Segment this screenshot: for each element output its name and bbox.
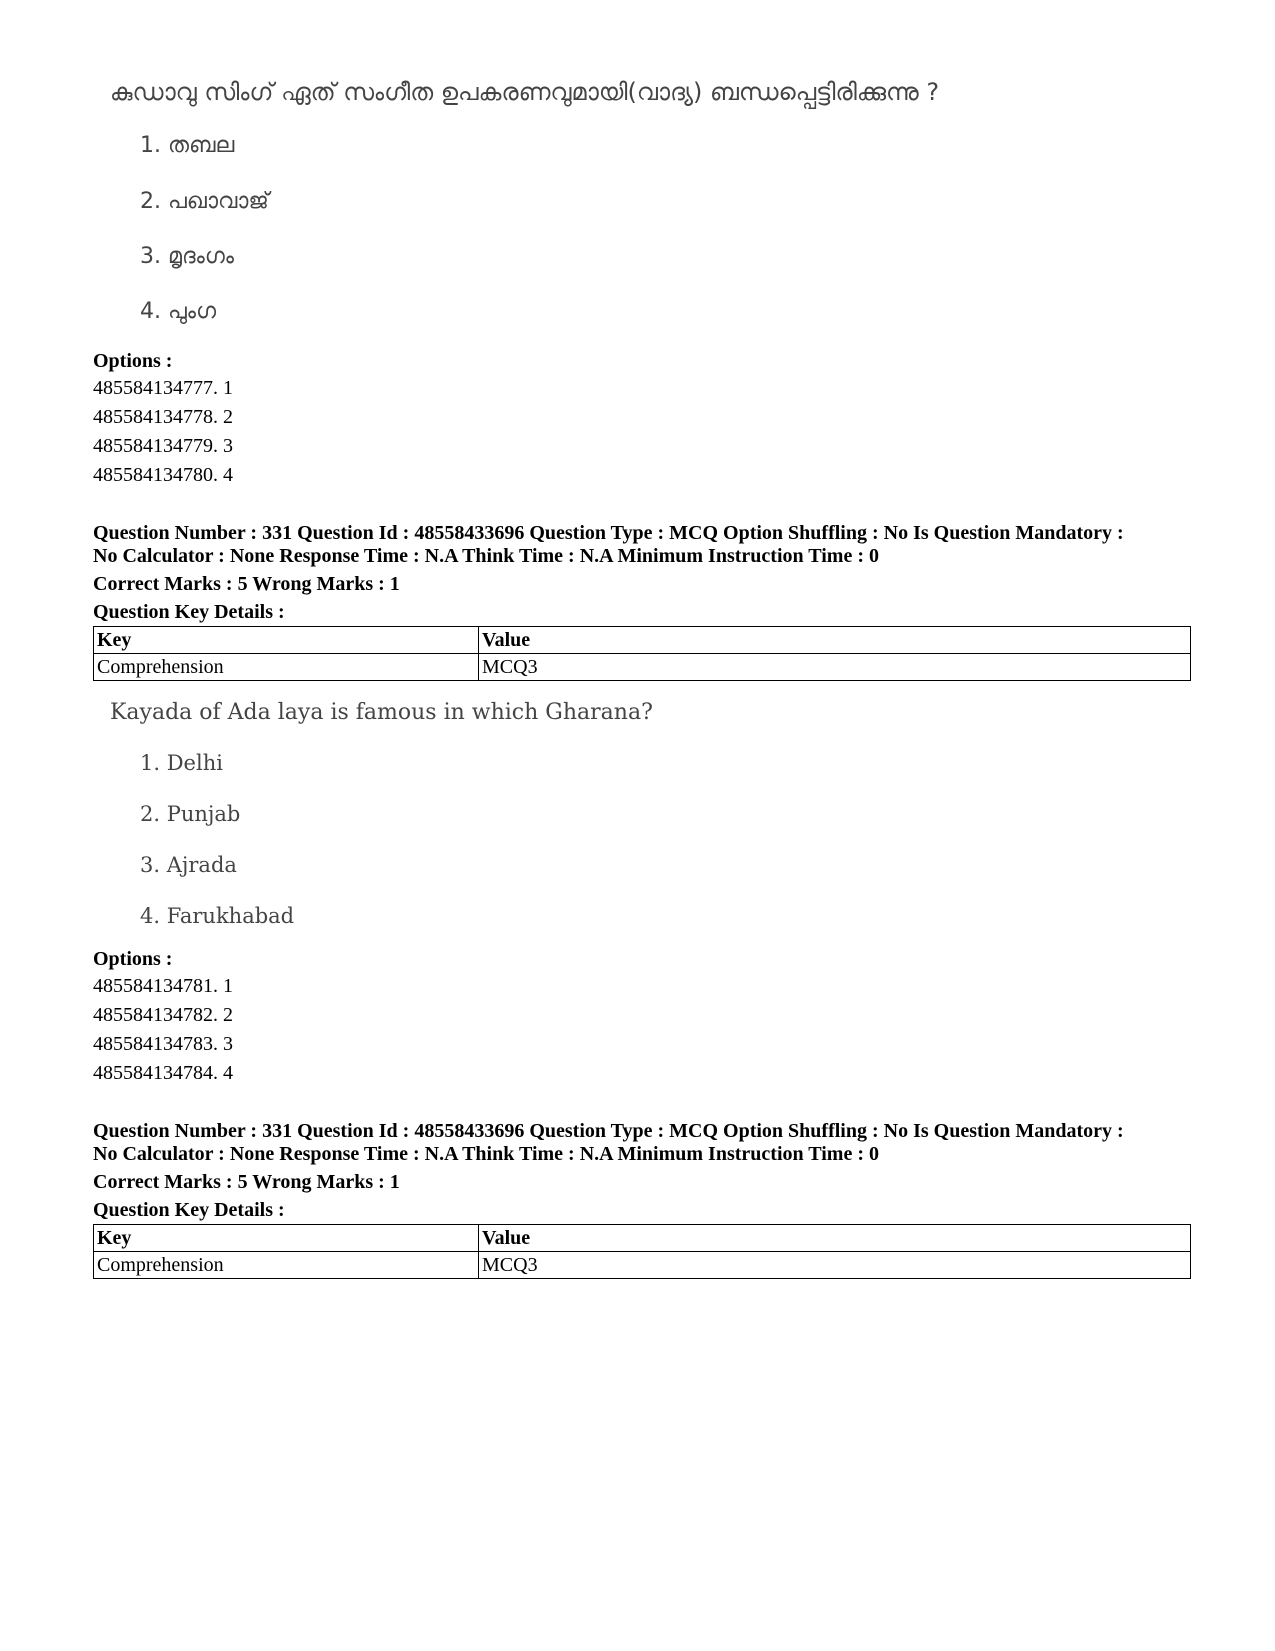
cell-value: MCQ3 <box>479 1252 1191 1279</box>
table-row <box>94 1252 1191 1279</box>
key-details-label: Question Key Details : <box>93 1199 285 1221</box>
option-id: 485584134779. 3 <box>93 435 233 457</box>
question-2-image <box>110 700 653 928</box>
option-id: 485584134781. 1 <box>93 975 233 997</box>
option-id: 485584134780. 4 <box>93 464 233 486</box>
question-1-choice-1: 1. തബല <box>140 133 235 158</box>
cell-key: Comprehension <box>94 654 479 681</box>
cell-key: Comprehension <box>94 1252 479 1279</box>
question-2-options <box>93 948 1193 1088</box>
question-2-stem: Kayada of Ada laya is famous in which Gharana? <box>110 700 653 725</box>
question-info-line-2: No Calculator : None Response Time : N.A Think Time : N.A Minimum Instruction Time : 0 <box>93 1143 879 1165</box>
question-meta-1 <box>93 522 1193 624</box>
question-info-line-2: No Calculator : None Response Time : N.A Think Time : N.A Minimum Instruction Time : 0 <box>93 545 879 567</box>
header-value: Value <box>479 1225 1191 1252</box>
marks-line: Correct Marks : 5 Wrong Marks : 1 <box>93 1171 400 1193</box>
option-id: 485584134783. 3 <box>93 1033 233 1055</box>
question-1-choice-2: 2. പഖാവാജ് <box>140 189 269 214</box>
question-2-choice-3: 3. Ajrada <box>140 853 237 877</box>
question-1-choice-3: 3. മൃദംഗം <box>140 244 235 269</box>
question-meta-2 <box>93 1120 1193 1222</box>
table-header-row <box>94 627 1191 654</box>
question-1-choice-4: 4. പുംഗ <box>140 299 217 324</box>
header-value: Value <box>479 627 1191 654</box>
question-key-table-1 <box>93 626 1191 681</box>
option-id: 485584134784. 4 <box>93 1062 233 1084</box>
question-1-image <box>110 78 940 324</box>
question-key-table-2 <box>93 1224 1191 1279</box>
question-2-choice-1: 1. Delhi <box>140 751 223 775</box>
header-key: Key <box>94 1225 479 1252</box>
header-key: Key <box>94 627 479 654</box>
option-id: 485584134777. 1 <box>93 377 233 399</box>
marks-line: Correct Marks : 5 Wrong Marks : 1 <box>93 573 400 595</box>
option-id: 485584134778. 2 <box>93 406 233 428</box>
options-label: Options : <box>93 350 173 372</box>
key-details-label: Question Key Details : <box>93 601 285 623</box>
question-info-line-1: Question Number : 331 Question Id : 48558433696 Question Type : MCQ Option Shuffling : No Is Question Mandatory : <box>93 1120 1124 1142</box>
options-label: Options : <box>93 948 173 970</box>
cell-value: MCQ3 <box>479 654 1191 681</box>
table-header-row <box>94 1225 1191 1252</box>
question-info-line-1: Question Number : 331 Question Id : 48558433696 Question Type : MCQ Option Shuffling : No Is Question Mandatory : <box>93 522 1124 544</box>
question-1-options <box>93 350 1193 490</box>
option-id: 485584134782. 2 <box>93 1004 233 1026</box>
question-2-choice-2: 2. Punjab <box>140 802 241 826</box>
question-2-choice-4: 4. Farukhabad <box>140 904 295 928</box>
table-row <box>94 654 1191 681</box>
question-1-stem: കുഡാവു സിംഗ് ഏത് സംഗീത ഉപകരണവുമായി(വാദ്യ) ബന്ധപ്പെട്ടിരിക്കുന്നു ? <box>110 78 940 106</box>
